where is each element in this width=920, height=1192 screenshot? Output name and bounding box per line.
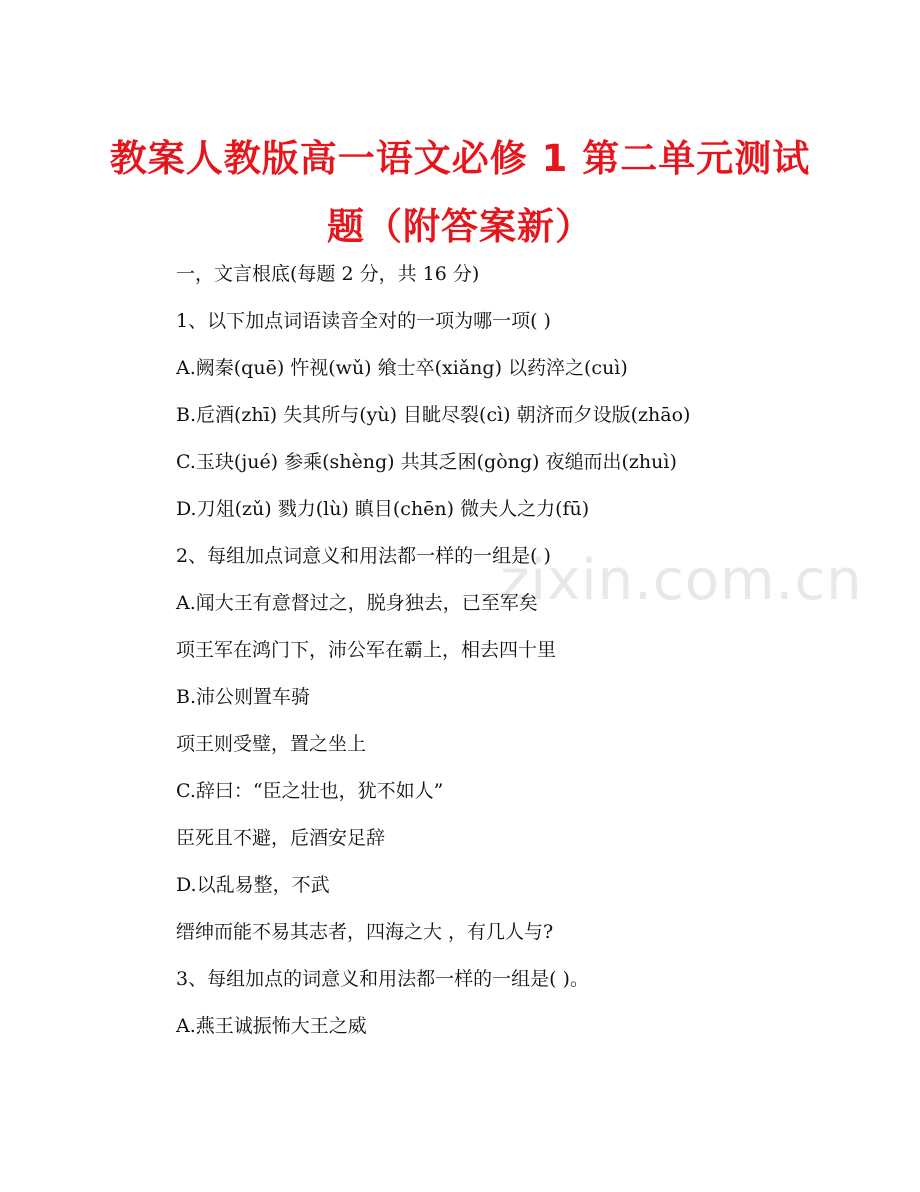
question-2-option-d: D.以乱易整，不武 [176,874,330,896]
question-3: 3、每组加点的词意义和用法都一样的一组是( )。 [176,968,589,990]
question-2-option-c: C.辞曰：“臣之壮也，犹不如人” [176,780,444,802]
watermark: zixin.com.cn [500,548,863,613]
question-2-option-b-pair: 项王则受璧，置之坐上 [176,733,367,755]
question-2-option-b: B.沛公则置车骑 [176,686,311,708]
question-2-option-c-pair: 臣死且不避，卮酒安足辞 [176,827,386,849]
question-2-option-d-pair: 缙绅而能不易其志者，四海之大 ，有几人与? [176,921,554,943]
question-2-option-a-pair: 项王军在鸿门下，沛公军在霸上，相去四十里 [176,639,557,661]
question-1: 1、以下加点词语读音全对的一项为哪一项( ) [176,310,551,332]
document-title-line-2: 题（附答案新） [327,205,593,248]
question-1-option-a: A.阙秦(quē) 忤视(wǔ) 飨士卒(xiǎng) 以药淬之(cuì) [176,357,628,379]
question-1-option-c: C.玉玦(jué) 参乘(shèng) 共其乏困(gòng) 夜缒而出(zhuì) [176,451,677,473]
section-heading: 一，文言根底(每题 2 分，共 16 分) [176,263,480,285]
question-1-option-d: D.刀俎(zǔ) 戮力(lù) 瞋目(chēn) 微夫人之力(fū) [176,498,590,520]
question-2-option-a: A.闻大王有意督过之，脱身独去，已至军矣 [176,592,538,614]
question-1-option-b: B.卮酒(zhī) 失其所与(yù) 目眦尽裂(cì) 朝济而夕设版(zhāo) [176,404,691,426]
question-3-option-a: A.燕王诚振怖大王之威 [176,1015,367,1037]
document-title-line-1: 教案人教版高一语文必修 1 第二单元测试 [109,137,811,180]
question-2: 2、每组加点词意义和用法都一样的一组是( ) [176,545,551,567]
